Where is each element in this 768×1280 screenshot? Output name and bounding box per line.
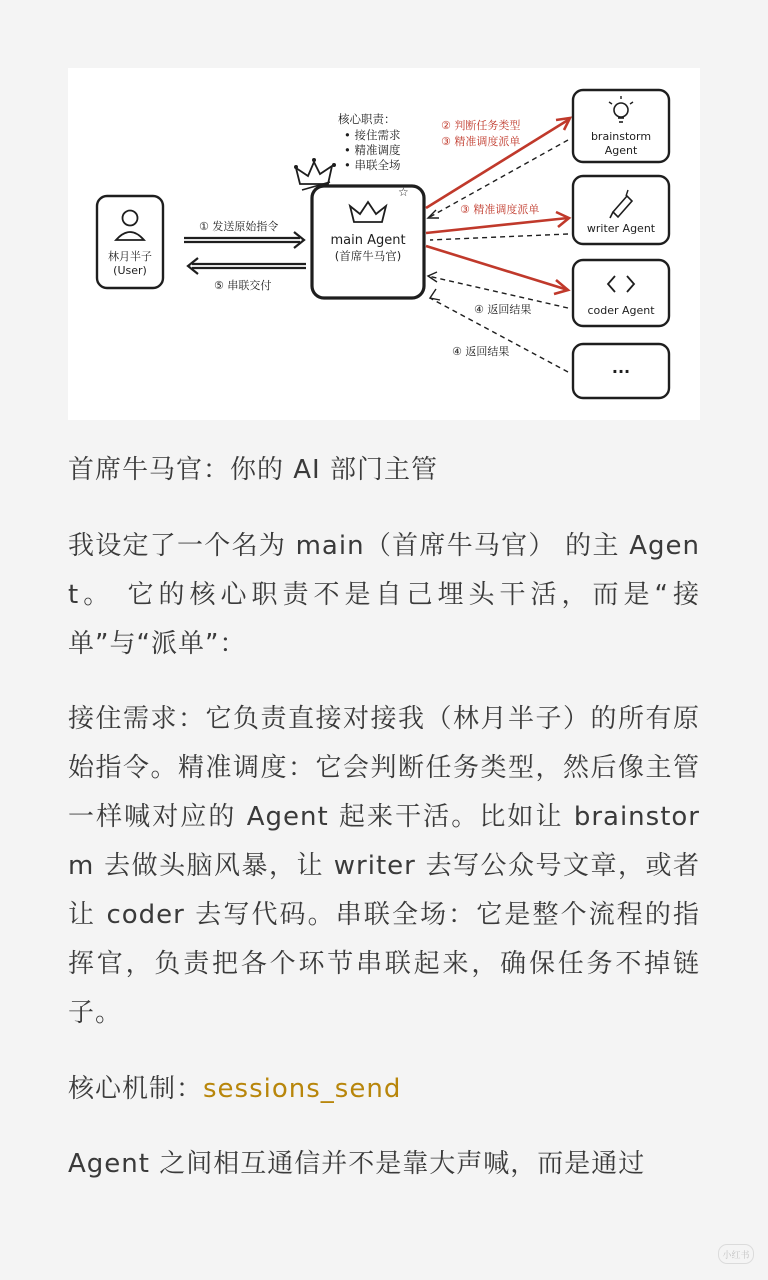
dispatch-label-mid: ③ 精准调度派单 <box>460 203 540 216</box>
coder-agent-name: coder Agent <box>587 304 655 317</box>
return-label-2: ④ 返回结果 <box>452 345 510 358</box>
user-name: 林月半子 <box>108 250 152 263</box>
dashed-return-arrows <box>428 140 568 372</box>
return-label-1: ④ 返回结果 <box>474 303 532 316</box>
arrow-deliver-label: ⑤ 串联交付 <box>214 279 272 292</box>
watermark <box>718 1244 754 1264</box>
figure-caption: 首席牛马官：你的 AI 部门主管 <box>68 455 438 485</box>
brainstorm-agent-name: brainstorm <box>590 130 652 143</box>
responsibility-item: • 接住需求 <box>344 128 401 142</box>
intro-paragraph: 我设定了一个名为 main（首席牛马官） 的主 Agent。 它的核心职责不是自己埋头干活，而是“接单”与“派单”： <box>68 531 700 659</box>
dispatch-label-top: ③ 精准调度派单 <box>441 135 521 148</box>
user-role: (User) <box>113 264 147 277</box>
agent-architecture-diagram <box>68 68 700 420</box>
mechanism-keyword: sessions_send <box>203 1074 402 1104</box>
main-agent-role: (首席牛马官) <box>334 249 402 263</box>
mechanism-line <box>68 1065 700 1114</box>
watermark-logo: 小红书 <box>718 1244 754 1264</box>
responsibility-item: • 精准调度 <box>344 143 401 157</box>
writer-agent-name: writer Agent <box>586 222 656 235</box>
arrow-deliver <box>188 258 306 274</box>
arrow-send <box>184 232 304 248</box>
diagram-svg <box>68 68 700 420</box>
brainstorm-agent-label: Agent <box>604 144 638 157</box>
judge-task-label: ② 判断任务类型 <box>441 119 521 132</box>
responsibilities-title: 核心职责： <box>338 112 396 126</box>
duties-paragraph: 接住需求：它负责直接对接我（林月半子）的所有原始指令。精准调度：它会判断任务类型，然后像主管一样喊对应的 Agent 起来干活。比如让 brainstorm 去做头脑风暴，让 writer 去写公众号文章，或者让 coder 去写代码。串联全场：它是整个流程的指挥官，负责把各个环节串联起来，确保任务不掉链子。 <box>68 704 700 1028</box>
mechanism-label: 核心机制： <box>68 1074 204 1104</box>
main-agent-name: main Agent <box>330 233 406 248</box>
arrow-send-label: ① 发送原始指令 <box>199 220 279 233</box>
communication-paragraph: Agent 之间相互通信并不是靠大声喊，而是通过 <box>68 1149 646 1179</box>
more-agents-ellipsis: ... <box>611 358 631 377</box>
responsibility-item: • 串联全场 <box>344 158 401 172</box>
star-icon: ☆ <box>398 185 409 199</box>
